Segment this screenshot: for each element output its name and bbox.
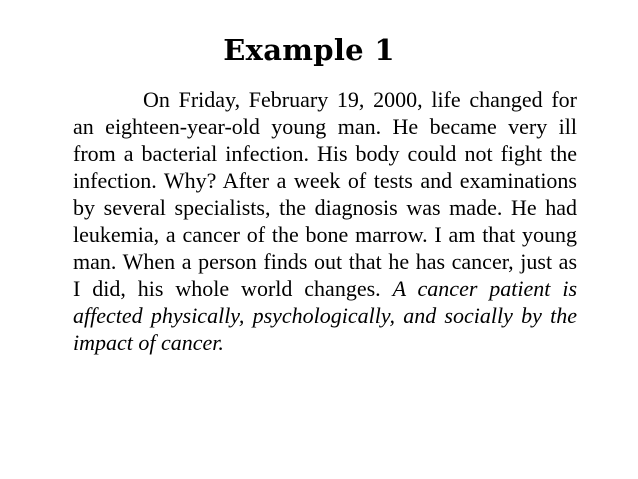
paragraph-text: On Friday, February 19, 2000, life changed for an eighteen-year-old young man. He became very ill from a bacterial infection. His body could not fight the infection. Why? After a week of tests and examinations by several specialists, the diagnosis was made. He had leukemia, a cancer of the bone marrow. I am that young man. When a person finds out that he has cancer, just as I did, his whole world changes. — [73, 87, 577, 301]
slide-title-text: Example 1 — [223, 33, 395, 67]
thesis-statement: A cancer patient is affected physically, psychologically, and socially by the impact of cancer. — [73, 276, 578, 355]
body-paragraph — [73, 86, 577, 356]
slide-title — [0, 30, 638, 70]
